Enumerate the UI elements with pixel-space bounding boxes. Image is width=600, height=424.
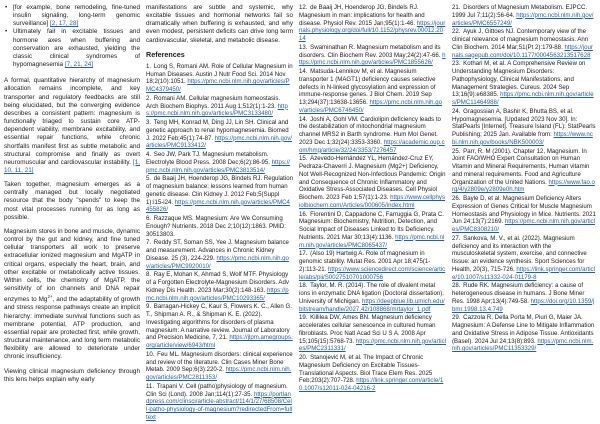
reference-item [146, 239, 293, 270]
reference-item [299, 44, 446, 67]
reference-link[interactable]: https://pmc.ncbi.nlm.nih.gov/articles/PMC10293365/ [146, 286, 289, 302]
reference-number: 7. [146, 239, 153, 247]
reference-number: 14. [299, 68, 310, 75]
reference-link[interactable]: https://pmc.ncbi.nlm.nih.gov/articles/PMC6557249/ [452, 11, 594, 27]
reference-link[interactable]: https://link.springer.com/article/10.1007/s12011-024-04216-2 [299, 377, 444, 392]
reference-item [146, 351, 293, 382]
reference-number: 20. [299, 354, 310, 361]
references-heading: References [146, 49, 185, 59]
reference-item [452, 28, 596, 59]
column-2 [146, 4, 293, 423]
column-3 [299, 4, 446, 394]
reference-item [299, 155, 446, 209]
reference-number: 15. [299, 155, 310, 163]
reference-text: Joshi A, Gohl VM. Cardiolipin deficiency leads to the destabilization of mitochondrial magnesium channel MRS2 in Barth syndrome. Hum Mol Genet. 2023 Dec 1;32(24):3353-3360. [299, 115, 441, 146]
reference-number: 12. [299, 4, 310, 11]
reference-item [452, 314, 596, 353]
column-1 [4, 4, 140, 390]
reference-link[interactable]: https://pmc.ncbi.nlm.nih.gov/articles/PMC8308210/ [452, 218, 595, 233]
reference-link[interactable]: https://journals.sagepub.com/doi/10.1177/0004563213517628 [452, 43, 593, 59]
reference-text: Romani AM. Cellular magnesium homeostasis. Arch Biochem Biophys. 2011 Aug 1;512(1):1-23. [146, 94, 281, 110]
reference-text: Gragossian A, Bashir K, Bhutta BS, et al. Hypomagnesemia. [Updated 2023 Nov 30]. In: StatPearls [Internet]. Treasure Island (FL): StatPearls Publishing; 2025 Jan. Available from: [452, 107, 596, 138]
reference-number: 29. [452, 314, 463, 322]
reference-number: 6. [146, 215, 153, 223]
citation-link[interactable]: [2, 17, 28] [50, 20, 79, 28]
reference-number: 17. [299, 250, 310, 258]
reference-item [299, 4, 446, 43]
reference-item [299, 116, 446, 155]
reference-item [146, 63, 293, 94]
citation-link[interactable]: [7, 21, 24] [64, 61, 94, 69]
reference-item [146, 175, 293, 214]
reference-item [452, 4, 596, 27]
reference-number: 25. [452, 147, 463, 155]
reference-item [146, 151, 293, 174]
reference-item [146, 383, 293, 422]
reference-text: Trapani V. Cell (patho)physiology of magnesium. Clin Sci (Lond). 2008 Jan;114(1):27-35. [146, 382, 288, 398]
reference-text: Rude RK. Magnesium deficiency: a cause of heterogeneous disease in humans. J Bone Miner Res. 1998 Apr;13(4):749-58. [452, 282, 585, 305]
reference-number: 27. [452, 234, 463, 242]
reference-link[interactable]: https://doi.org/10.1359/jbmr.1998.13.4.749 [452, 297, 595, 313]
reference-link[interactable]: https://journals.physiology.org/doi/full/10.1152/physrev.00012.2014 [299, 19, 446, 42]
bullet-item: • [for example, bone remodeling, fine-tuned insulin signaling, long-term genomic surveillance] [2, 17, 28] [13, 4, 140, 28]
reference-item [146, 271, 293, 302]
reference-link[interactable]: https://deepblue.lib.umich.edu/bitstream/handle/2027.42/108868/mrtaylor_1.pdf [299, 297, 445, 313]
reference-text: Kothari M, et al. A Comprehensive Review on Understanding Magnesium Disorders: Pathophysiology, Clinical Manifestations, and Management Strategies. Cureus. 2024 Sep 13;16(9):e68385. [452, 60, 586, 99]
reference-number: 2. [146, 94, 153, 102]
reference-number: 14. [299, 115, 310, 123]
reference-link[interactable]: https://pmc.ncbi.nlm.nih.gov/articles/PMC11464988/ [452, 91, 594, 106]
reference-item [452, 282, 596, 313]
reference-text: Barragan-Hickey C, Kaur S, Flowers K. C., Allen G. T., Shipman A. R., & Shipman K. E. (2022). Investigating algorithms for disorders of plasma magnesium: A narrative review. Journal of Laboratory and Precision Medicine, 7, 21. [146, 303, 292, 342]
reference-text: Ray E, Mohan K, Ahmad S, Wolf MTF. Physiology of a Forgotten Electrolyte-Magnesium Disorders. Adv Kidney Dis Health. 2023 Mar;30(2):148-163. [146, 271, 289, 294]
reference-number: 28. [452, 282, 463, 290]
reference-item [146, 303, 293, 350]
reference-link[interactable]: https://link.springer.com/article/10.1007/s11332-024-01179-8 [452, 265, 595, 281]
reference-item [146, 119, 293, 150]
reference-item [299, 211, 446, 250]
reference-text: de Baaij JH, Hoenderop JG, Bindels RJ. Magnesium in man: implications for health and disease. Physiol Rev. 2015 Jan;95(1):1-46. [299, 4, 425, 27]
reference-link[interactable]: https://www.sciencedirect.com/science/article/abs/pii/S0027510701000756 [299, 265, 446, 281]
citation-link[interactable]: [1, 10, 11, 21] [4, 158, 140, 174]
reference-link[interactable]: https://pmc.ncbi.nlm.nih.gov/articles/PMC9133412/ [146, 134, 293, 150]
reference-link[interactable]: https://pmc.ncbi.nlm.nih.gov/articles/PMC3133480/ [146, 102, 288, 118]
reference-link[interactable]: https://pmc.ncbi.nlm.nih.gov/articles/PMC11353329/ [452, 337, 594, 353]
reference-link[interactable]: https://www.cellphysiolbiochem.com/Articles/000605/index.html [299, 194, 445, 209]
reference-link[interactable]: https://pmc.ncbi.nlm.nih.gov/articles/PMC6746450/ [299, 99, 442, 114]
reference-number: 13. [299, 43, 310, 51]
reference-link[interactable]: https://pmc.ncbi.nlm.nih.gov/articles/PMC4379450/ [146, 78, 290, 94]
paragraph: Taken together, magnesium emerges as a centrally managed but locally negotiated resource that the body "spends" to keep the most vital processes running for as long as possible. [4, 181, 140, 221]
reference-item [146, 215, 293, 238]
reference-text: Fiorentini D, Cappadone C, Farruggia G, Prata C. Magnesium: Biochemistry, Nutrition, Detection, and Social Impact of Diseases Linked to Its Deficiency. Nutrients. 2021 Mar 30;13(4):1136. [299, 210, 444, 241]
reference-text: Razzaque MS. Magnesium: Are We Consuming Enough? Nutrients. 2018 Dec 2;10(12):1863. PMID: 30513803. [146, 215, 286, 238]
reference-link[interactable]: https://pmc.ncbi.nlm.nih.gov/articles/PMC1855626/ [299, 51, 446, 67]
reference-number: 18. [299, 282, 310, 290]
reference-number: 21. [452, 4, 463, 11]
reference-item [452, 108, 596, 147]
reference-text: Killilea DW, Ames BN. Magnesium deficiency accelerates cellular senescence in cultured human fibroblasts. Proc Natl Acad Sci U S A. 2008 Apr 15;105(15):5768-73. [299, 314, 436, 345]
reference-number: 19. [299, 314, 310, 322]
reference-text: Azevedo-Hernández YL, Hernández-Cruz EY, Pedraza-Chaverri J. Magnesium (Mg2+) Deficiency, Not Well-Recognized Non-Infectious Pandemic: Origin and Consequence of Chronic Inflammatory and Oxidative Stress-Associated Diseases. Cell Physiol Biochem. 2023 Feb 1;57(1):1-23. [299, 155, 446, 201]
reference-text: (Also 19) Hartwig A. Role of magnesium in genomic stability. Mutat Res. 2001 Apr 18;475(1-2):113-21. [299, 250, 431, 273]
reference-item [299, 250, 446, 281]
paragraph: A formal, quantitative hierarchy of magnesium allocation remains incomplete, and key transporter and regulatory feedbacks are still being elucidated, but the converging evidence describes a consistent pattern: magnesium is functionally triaged to sustain core ATP-dependent viability, membrane excitability, and essential repair functions, while chronic shortfalls manifest first as subtle metabolic and structural compromise and finally as overt neuromuscular and cardiovascular instability. [1, 10, 11, 21] [4, 77, 140, 174]
reference-item [452, 60, 596, 107]
reference-text: Feu ML. Magnesium disorders: clinical experience and review of the literature. Clin Cases Miner Bone Metab. 2009 Sep;6(3):220-2. [146, 350, 293, 374]
reference-number: 23. [452, 60, 463, 68]
reference-number: 26. [452, 195, 463, 202]
reference-item [299, 314, 446, 353]
reference-text: Bayle D, et al. Magnesium Deficiency Alters Expression of Genes Critical for Muscle Magnesium Homeostasis and Physiology in Mice. Nutrients. 2021 Jun 24;13(7):2169. [452, 195, 596, 226]
reference-number: 10. [146, 350, 157, 358]
reference-number: 8. [146, 271, 153, 279]
bullet-item: • Ultimately fail in excitable tissues and hormone axes when buffering and conservation are exhausted, yielding the classic clinical syndromes of hypomagnesemia [7, 21, 24] [13, 28, 140, 69]
reference-list [146, 63, 293, 422]
column-4 [452, 4, 596, 354]
reference-text: de Baaij JH, Hoenderop JG, Bindels RJ. Regulation of magnesium balance: lessons learned from human genetic disease. Clin Kidney J. 2012 Feb;5(Suppl 1):i15-i24. [146, 175, 293, 206]
paragraph: manifestations are subtle and systemic, why excitable tissues and hormonal networks fail so dramatically when buffering is exhausted, and why even modest, persistent deficits can drive long term cardiovascular, skeletal, and metabolic disease. [146, 4, 293, 44]
reference-number: 3. [146, 119, 153, 127]
reference-link[interactable]: https://pmc.ncbi.nlm.nih.gov/articles/PMC2811353/ [146, 366, 292, 382]
reference-list [452, 4, 596, 353]
reference-number: 9. [146, 303, 153, 311]
reference-link[interactable]: https://pmc.ncbi.nlm.nih.gov/articles/PMC4455826/ [146, 198, 290, 214]
reference-text: Seo JW, Park TJ. Magnesium metabolism. Electrolyte Blood Press. 2008 Dec;6(2):86-95. [146, 151, 272, 166]
reference-text: Sankova, M. V., et al. (2022). Magnesium deficiency and its interaction with the musculoskeletal system, exercise, and connective tissue: an evidence synthesis. Sport Sciences for Health, 20(3), 715-726. [452, 234, 587, 273]
reference-link[interactable]: https://pmc.ncbi.nlm.nih.gov/articles/PMC3813514/ [146, 158, 290, 174]
reference-number: 5. [146, 175, 153, 183]
reference-number: 16. [299, 210, 310, 218]
reference-text: Parr, R. M (2001). Chapter 12, Magnesium. In Joint FAO/WHO Expert Consultation on Human Vitamin and Mineral Requirements, Human vitamin and mineral requirements. Food and Agriculture Organization of the United Nations. [452, 147, 590, 186]
reference-link[interactable]: https://pmc.ncbi.nlm.nih.gov/articles/PMC2311331/ [299, 337, 447, 353]
reference-text: Matsuda-Lennikov M, et al. Magnesium transporter 1 (MAGT1) deficiency causes selective defects in N-linked glycosylation and expression of immune-response genes. J Biol Chem. 2019 Sep 13;294(37):13638-13656. [299, 68, 436, 106]
reference-link[interactable]: https://jlpm.amegroups.org/article/view/6943/html [146, 334, 293, 350]
reference-link[interactable]: https://www.fao.org/4/y2809e/y2809e0h.htm [452, 178, 595, 194]
reference-item [452, 195, 596, 234]
reference-number: 1. [146, 62, 153, 70]
reference-number: 24. [452, 107, 463, 115]
reference-link[interactable]: https://portlandpress.com/clinsci/article-abstract/114/1/27/68508/Cell-patho-physiology-of-magnesium?redirectedFrom=fulltext [146, 390, 293, 421]
reference-item [299, 68, 446, 115]
reference-item [299, 354, 446, 393]
reference-number: 4. [146, 151, 153, 159]
reference-text: Long S, Romani AM. Role of Cellular Magnesium in Human Diseases. Austin J Nutr Food Sci. 2014 Nov 18;2(10):1051. [146, 62, 293, 86]
reference-item [299, 282, 446, 313]
reference-text: Reddy ST, Soman SS, Yee J. Magnesium balance and measurement. Advances in Chronic Kidney Disease. 25 (3), 224-229. [146, 239, 289, 262]
reference-text: Disorders of Magnesium Metabolism. EJPCC. 1999 Jul 7;11(2):56-64. [452, 4, 588, 19]
reference-text: Stanojević M, et al. The Impact of Chronic Magnesium Deficiency on Excitable Tissues-Translational Aspects. Biol Trace Elem Res. 2025 Feb;203(2):707-728. [299, 354, 433, 385]
reference-text: Teng MH, Konrad M, Ding JJ, Lin SH. Clinical and genetic approach to renal hypomagnesemia. Biomed J. 2022 Feb;45(1):74-87. [146, 119, 289, 142]
reference-link[interactable]: https://www.ncbi.nlm.nih.gov/books/NBK500003/ [452, 131, 593, 146]
reference-text: Cazzola R, Della Porta M, Piuri G, Maier JA. Magnesium: A Defense Line to Mitigate Inflammation and Oxidative Stress in Adipose Tissue. Antioxidants (Basel). 2024 Jul 24;13(8):893. [452, 314, 595, 345]
bullet-list [4, 4, 140, 69]
reference-number: 22. [452, 28, 463, 36]
reference-item [146, 95, 293, 118]
reference-text: Taylor, M. R. (2014). The role of divalent metal ions in enzymatic DNA ligation (Doctoral dissertation). University of Michigan. [299, 282, 444, 305]
reference-text: Ayuk J, Gittoes NJ. Contemporary view of the clinical relevance of magnesium homeostasis. Ann Clin Biochem. 2014 Mar;51(Pt 2):179-88. [452, 28, 589, 51]
reference-item [452, 235, 596, 282]
reference-number: 11. [146, 382, 156, 390]
reference-text: Swaminathan R. Magnesium metabolism and its disorders. Clin Biochem Rev. 2003 May;24(2):47-66. [299, 43, 443, 59]
paragraph: Magnesium stores in bone and muscle, dynamic control by the gut and kidney, and fine tuned cellular transporters all work to preserve extracellular ionized magnesium and MgATP in critical organs, especially the heart, brain, and other excitable or metabolically active tissues. Within cells, the chemistry of MgATP, the sensitivity of ion channels and DNA repair enzymes to $Mg^{2+}$, and the adaptability of growth and stress response pathways create an implicit hierarchy: immediate survival functions such as membrane potential, ATP production, and essential repair are protected first, while growth, structural maintenance, and long term metabolic flexibility are allowed to deteriorate under chronic insufficiency. [4, 227, 141, 361]
reference-link[interactable]: https://pmc.ncbi.nlm.nih.gov/articles/PMC9920010/ [146, 254, 289, 270]
paragraph: Viewing clinical magnesium deficiency through this lens helps explain why early [4, 367, 140, 383]
reference-list [299, 4, 446, 393]
reference-item [452, 148, 596, 195]
reference-link[interactable]: https://academic.oup.com/hmg/article/32/24/3353/7276457 [299, 138, 445, 154]
reference-link[interactable]: https://pmc.ncbi.nlm.nih.gov/articles/PMC8065437/ [299, 233, 445, 249]
